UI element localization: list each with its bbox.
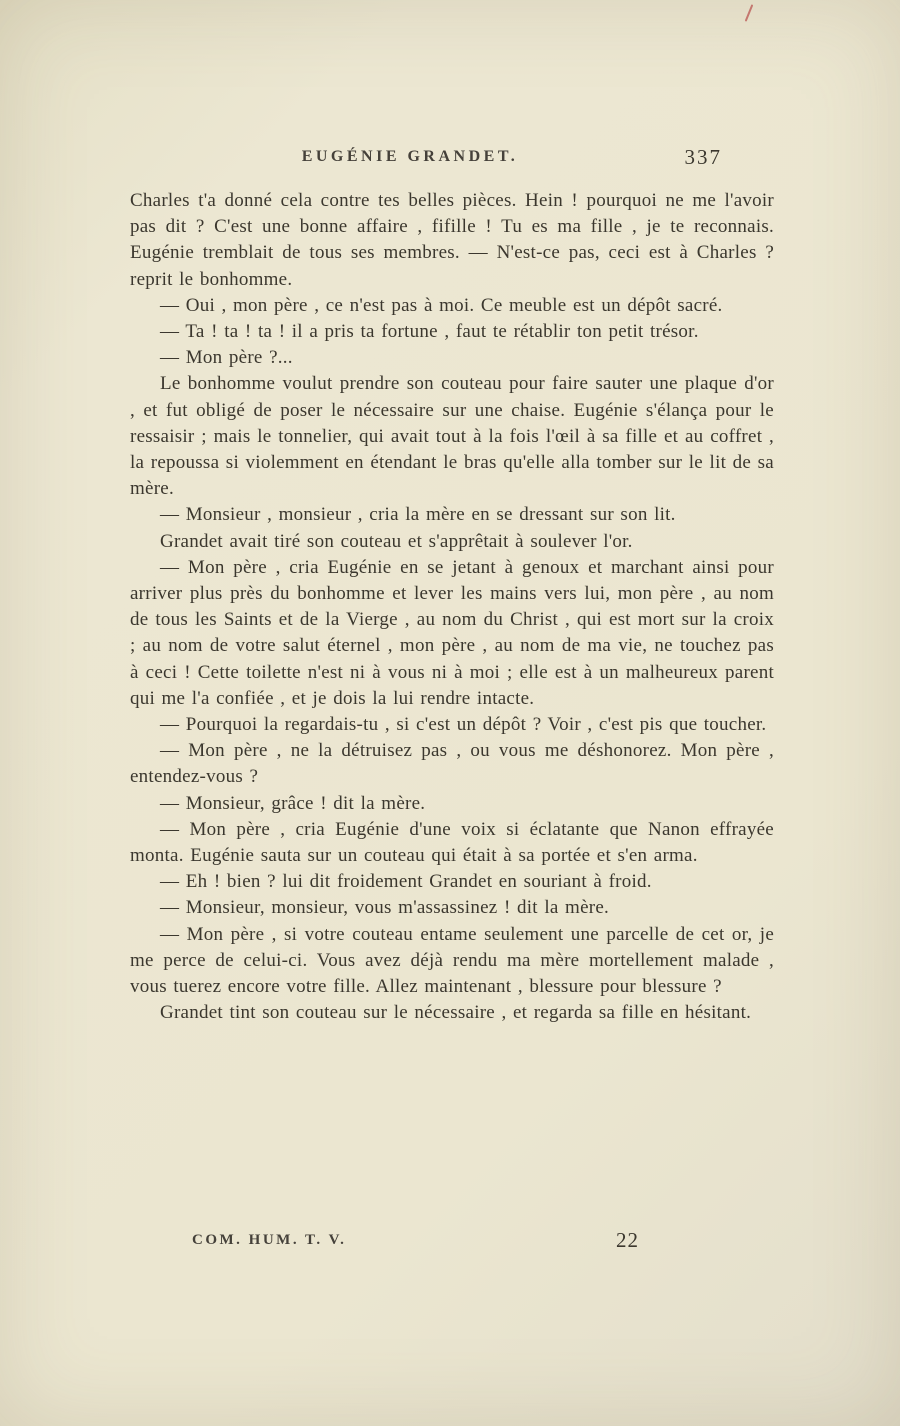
paragraph: — Mon père , cria Eugénie en se jetant à genoux et marchant ainsi pour arriver plus près du bonhomme et lever les mains vers lui, mon père , au nom de tous les Saints et de la Vierge , au nom du Christ , qui est mort sur la croix ; au nom de votre salut éternel , mon père , au nom de ma vie, ne touchez pas à ceci ! Cette toilette n'est ni à vous ni à moi ; elle est à un malheureux parent qui me l'a confiée , et je dois la lui rendre intacte. (130, 556, 774, 709)
paragraph: — Oui , mon père , ce n'est pas à moi. Ce meuble est un dépôt sacré. (160, 294, 723, 316)
paragraph: — Mon père ?... (160, 347, 293, 369)
page-header (130, 145, 774, 178)
running-title: EUGÉNIE GRANDET. (301, 148, 519, 165)
paragraph: — Ta ! ta ! ta ! il a pris ta fortune , faut te rétablir ton petit trésor. (160, 321, 699, 343)
text-block (130, 188, 774, 1027)
scan-mark (745, 4, 754, 21)
paragraph: Charles t'a donné cela contre tes belles pièces. Hein ! pourquoi ne me l'avoir pas dit ? C'est une bonne affaire , fifille ! Tu es ma fille , je te reconnais. Eugénie tremblait de tous ses membres. — N'est-ce pas, ceci est à Charles ? reprit le bonhomme. (130, 190, 774, 290)
page-content (130, 145, 774, 1027)
footer-sheet-number: 22 (616, 1228, 639, 1252)
paragraph: Grandet tint son couteau sur le nécessaire , et regarda sa fille en hésitant. (160, 1002, 752, 1024)
page-number: 337 (684, 145, 722, 169)
paragraph: — Monsieur, monsieur, vous m'assassinez ! dit la mère. (160, 897, 610, 919)
paragraph: — Mon père , ne la détruisez pas , ou vous me déshonorez. Mon père , entendez-vous ? (130, 740, 774, 788)
footer-signature: COM. HUM. T. V. (192, 1232, 347, 1248)
paragraph: — Mon père , si votre couteau entame seulement une parcelle de cet or, je me perce de celui-ci. Vous avez déjà rendu ma mère mortellement malade , vous tuerez encore votre fille. Allez maintenant , blessure pour blessure ? (130, 923, 774, 998)
page-footer (130, 1228, 774, 1258)
paragraph: — Eh ! bien ? lui dit froidement Grandet en souriant à froid. (160, 871, 652, 893)
paragraph: — Monsieur , monsieur , cria la mère en se dressant sur son lit. (160, 504, 676, 526)
paragraph: — Mon père , cria Eugénie d'une voix si éclatante que Nanon effrayée monta. Eugénie sauta sur un couteau qui était à sa portée et s'en arma. (130, 818, 774, 867)
paragraph: Le bonhomme voulut prendre son couteau pour faire sauter une plaque d'or , et fut obligé de poser le nécessaire sur une chaise. Eugénie s'élança pour le ressaisir ; mais le tonnelier, qui avait tout à la fois l'œil à sa fille et au coffret , la repoussa si violemment en étendant le bras qu'elle alla tomber sur le lit de sa mère. (130, 373, 774, 500)
paragraph: — Monsieur, grâce ! dit la mère. (160, 792, 426, 814)
paragraph: Grandet avait tiré son couteau et s'apprêtait à soulever l'or. (160, 530, 633, 552)
paragraph: — Pourquoi la regardais-tu , si c'est un dépôt ? Voir , c'est pis que toucher. (160, 714, 767, 736)
